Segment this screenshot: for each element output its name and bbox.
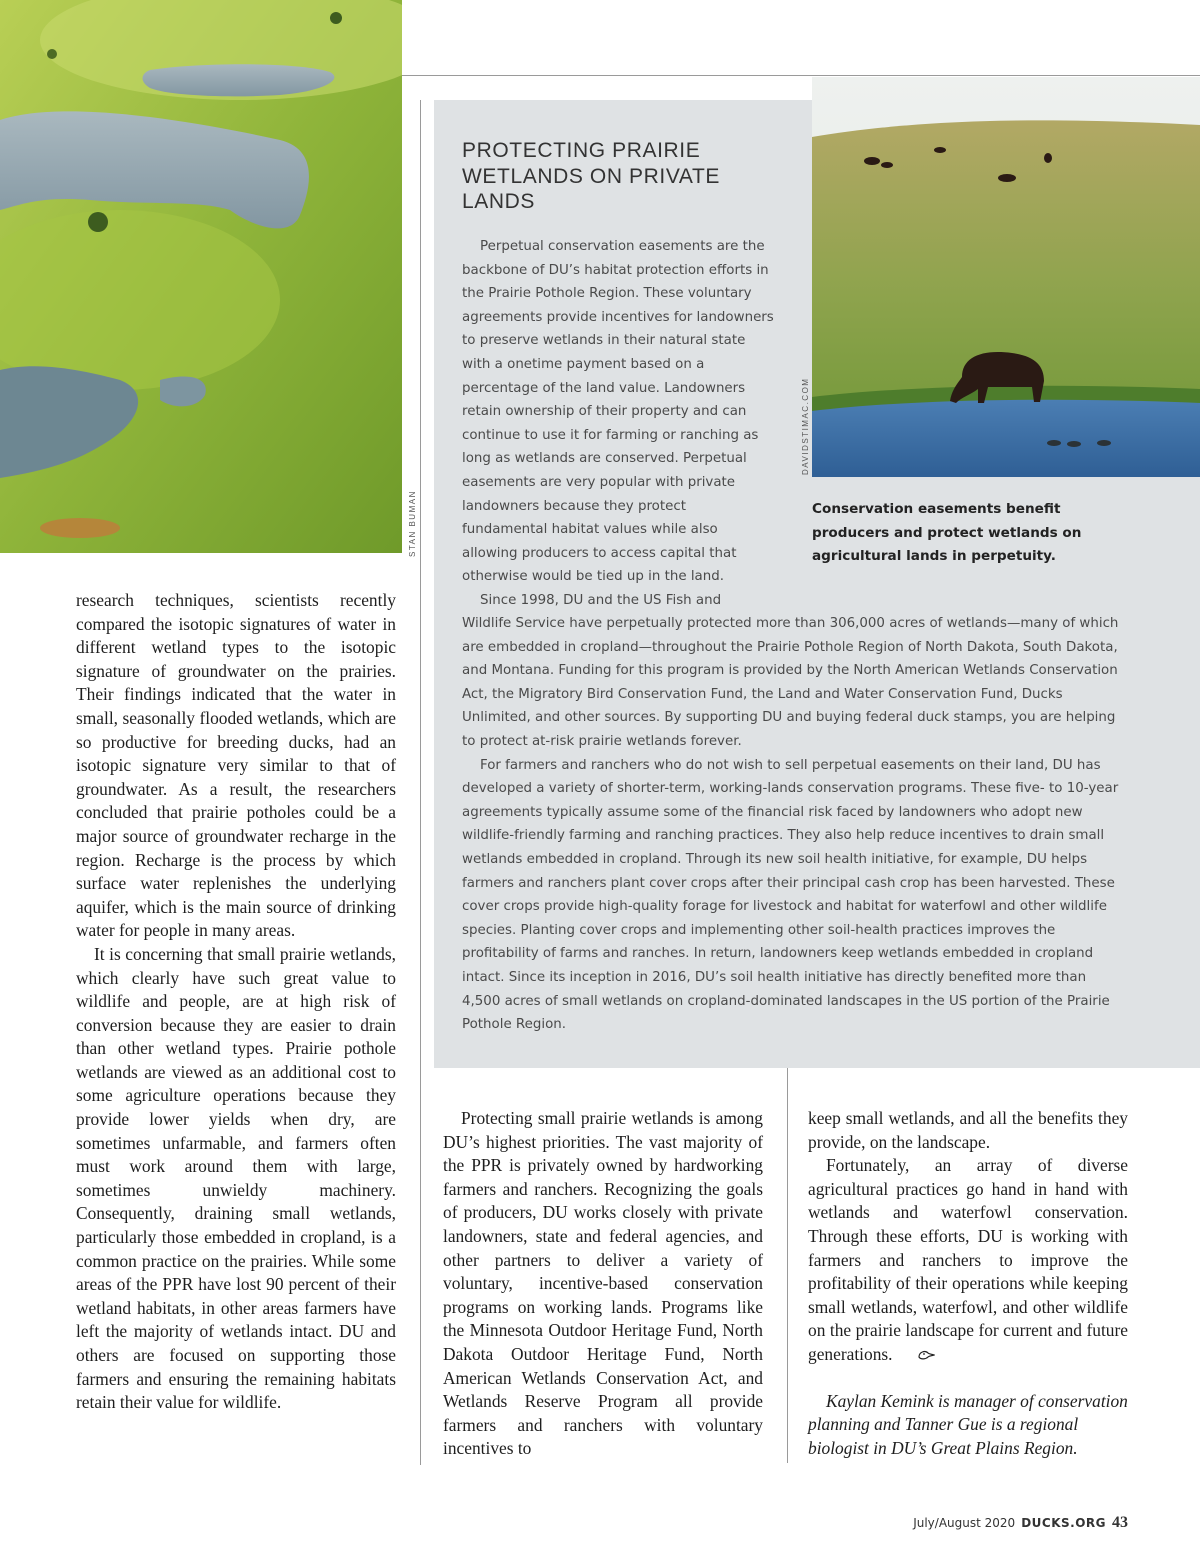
sidebar-paragraph-3: For farmers and ranchers who do not wish to sell perpetual easements on their land, DU has developed a variety of shorter-term, working-lands conservation programs. These five- to 10-year agreements typically assume some of the financial risk faced by landowners who adopt new wildlife-friendly farming and ranching practices. They also help reduce incentives to drain small wetlands embedded in cropland. Through its new soil health initiative, for example, DU helps farmers and ranchers plant cover crops after their principal cash crop has been harvested. These cover crops provide high-quality forage for livestock and habitat for waterfowl and other wildlife species. Planting cover crops and implementing other soil-health practices improves the profitability of farms and ranches. In return, landowners keep wetlands embedded in cropland intact. Since its inception in 2016, DU’s soil health initiative has directly benefited more than 4,500 acres of small wetlands on cropland-dominated landscapes in the US portion of the Prairie Pothole Region. [462,757,1119,1033]
closing-text: Fortunately, an array of diverse agricultural practices go hand in hand with wetlands and waterfowl conservation. Through these efforts, DU is working with farmers and ranchers to improve the profitability of their operations while keeping small wetlands, waterfowl, and other wildlife on the prairie landscape for current and future generations. [808,1155,1128,1364]
body-paragraph: keep small wetlands, and all the benefits they provide, on the landscape. [808,1108,1128,1152]
body-column-3 [808,1107,1128,1461]
aerial-wetland-photo [0,0,402,553]
left-photo-credit: STAN BUMAN [408,490,417,557]
page-number: 43 [1112,1514,1128,1531]
site-brand: DUCKS.ORG [1021,1516,1106,1530]
sidebar-paragraph-1: Perpetual conservation easements are the backbone of DU’s habitat protection efforts in the Prairie Pothole Region. These voluntary agreements provide incentives for landowners to preserve wetlands in their natural state with a onetime payment based on a percentage of the land value. Landowners retain ownership of their property and can continue to use it for farming or ranching as long as wetlands are conserved. Perpetual easements are very popular with private landowners because they protect fundamental habitat values while also allowing producers to access capital that otherwise would be tied up in the land. [462,239,774,585]
right-photo-credit: DAVIDSTIMAC.COM [801,377,810,475]
issue-date: July/August 2020 [913,1516,1016,1530]
author-bio: Kaylan Kemink is manager of conservation planning and Tanner Gue is a regional biologist in DU’s Great Plains Region. [808,1390,1128,1458]
cattle-pasture-illustration [812,77,1200,477]
sidebar-title: PROTECTING PRAIRIE WETLANDS ON PRIVATE LANDS [462,139,720,213]
body-paragraph: Protecting small prairie wetlands is among DU’s highest priorities. The vast majority of the PPR is privately owned by hardworking farmers and ranchers. Recognizing the goals of producers, DU works closely with private landowners, state and federal agencies, and other partners to deliver a variety of voluntary, incentive-based conservation programs on working lands. Programs like the Minnesota Outdoor Heritage Fund, North Dakota Outdoor Heritage Fund, North American Wetlands Conservation Act, and Wetlands Reserve Program all provide farmers and ranchers with voluntary incentives to [443,1108,763,1459]
body-paragraph: research techniques, scientists recently compared the isotopic signatures of water in different wetland types to the isotopic signature of groundwater on the prairies. Their findings indicated that the water in small, seasonally flooded wetlands, which are so productive for breeding ducks, had an isotopic signature very similar to that of groundwater. As a result, the researchers concluded that prairie potholes could be a major source of groundwater recharge in the region. Recharge is the process by which surface water replenishes the underlying aquifer, which is the main source of drinking water for people in many areas. [76,590,396,941]
aerial-wetland-illustration [0,0,402,553]
column-rule-right [787,1068,788,1463]
body-column-2 [443,1107,763,1461]
body-paragraph-closing [808,1154,1128,1368]
column-rule-left [420,100,421,1465]
cattle-pasture-photo [812,77,1200,477]
body-column-1 [76,589,396,1415]
duck-head-end-mark-icon [899,1344,935,1368]
page-footer [913,1514,1128,1532]
sidebar-paragraph-2-start: Since 1998, DU and the US Fish and [480,592,722,608]
top-rule [402,75,1200,76]
sidebar-paragraph-2-rest: Wildlife Service have perpetually protected more than 306,000 acres of wetlands—many of which are embedded in cropland—throughout the Prairie Pothole Region of North Dakota, South Dakota, and Montana. Funding for this program is provided by the North American Wetlands Conservation Act, the Migratory Bird Conservation Fund, the Land and Water Conservation Fund, Ducks Unlimited, and other sources. By supporting DU and buying federal duck stamps, you are helping to protect at-risk prairie wetlands forever. [462,616,1119,749]
sidebar-wide-column [462,612,1122,1037]
body-paragraph: It is concerning that small prairie wetlands, which clearly have such great value to wildlife and people, are at high risk of conversion because they are easier to drain than other wetland types. Prairie pothole wetlands are viewed as an additional cost to some agriculture operations because they provide lower yields when dry, are sometimes unfarmable, and farmers often must work around them with large, sometimes unwieldy machinery. Consequently, draining small wetlands, particularly those embedded in cropland, is a common practice on the prairies. While some areas of the PPR have lost 90 percent of their wetland habitats, in other areas farmers have left the majority of wetlands intact. DU and others are focused on supporting those farmers and ensuring the remaining habitats retain their value for wildlife. [76,943,396,1413]
sidebar-narrow-column [462,235,774,613]
photo-caption: Conservation easements benefit producers and protect wetlands on agricultural lands in perpetuity. [812,501,1082,564]
